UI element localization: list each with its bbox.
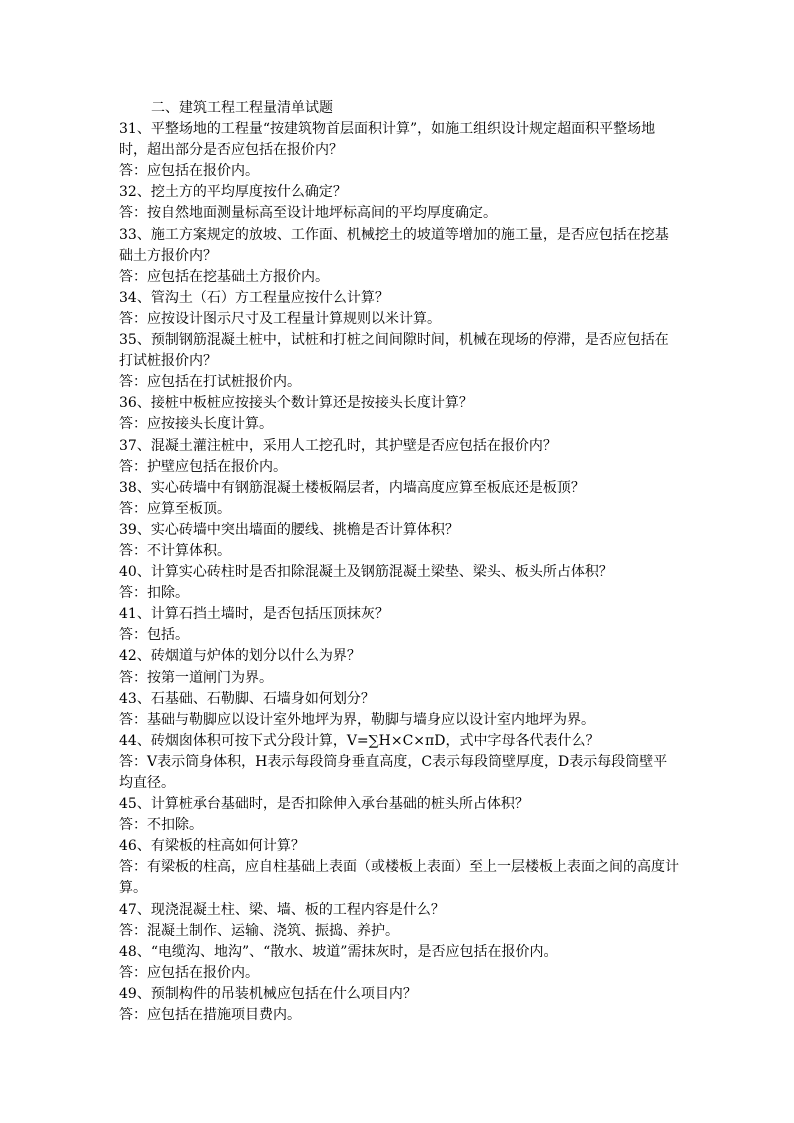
answer-text: 答：应包括在报价内。 — [119, 964, 259, 981]
document-title: 二、建筑工程工程量清单试题 — [151, 100, 333, 116]
answer-text: 答：应包括在报价内。 — [119, 163, 259, 180]
answer-text: 答：不计算体积。 — [119, 542, 231, 559]
question-text: 37、混凝土灌注桩中，采用人工挖孔时，其护壁是否应包括在报价内？ — [119, 437, 557, 454]
question-text: 42、砖烟道与炉体的划分以什么为界？ — [119, 648, 361, 665]
question-text: 39、实心砖墙中突出墙面的腰线、挑檐是否计算体积？ — [119, 521, 459, 538]
answer-text: 答：包括。 — [119, 627, 189, 644]
answer-text: 答：扣除。 — [119, 585, 189, 602]
question-text: 49、预制构件的吊装机械应包括在什么项目内？ — [119, 985, 417, 1002]
question-text: 40、计算实心砖柱时是否扣除混凝土及钢筋混凝土梁垫、梁头、板头所占体积？ — [119, 564, 613, 581]
question-text: 34、管沟土（石）方工程量应按什么计算？ — [119, 289, 389, 306]
question-text: 38、实心砖墙中有钢筋混凝土楼板隔层者，内墙高度应算至板底还是板顶？ — [119, 479, 585, 496]
answer-text: 答：应包括在挖基础土方报价内。 — [119, 268, 329, 285]
answer-text: 答：应按接头长度计算。 — [119, 416, 273, 433]
question-text: 36、接桩中板桩应按接头个数计算还是按接头长度计算？ — [119, 395, 473, 412]
qa-list — [119, 119, 679, 1026]
answer-text: 答：应包括在措施项目费内。 — [119, 1007, 301, 1024]
question-text: 45、计算桩承台基础时，是否扣除伸入承台基础的桩头所占体积？ — [119, 796, 529, 813]
answer-text: 答：应算至板顶。 — [119, 500, 231, 517]
question-text: 46、有梁板的柱高如何计算？ — [119, 838, 305, 855]
answer-text: 答：混凝土制作、运输、浇筑、振捣、养护。 — [119, 922, 399, 939]
answer-text: 答：按自然地面测量标高至设计地坪标高间的平均厚度确定。 — [119, 205, 497, 222]
question-text: 35、预制钢筋混凝土桩中，试桩和打桩之间间隙时间，机械在现场的停滞，是否应包括在打试桩报价内？ — [119, 332, 669, 370]
answer-text: 答：有梁板的柱高，应自柱基础上表面（或楼板上表面）至上一层楼板上表面之间的高度计算。 — [119, 859, 679, 897]
question-text: 44、砖烟囱体积可按下式分段计算，V=∑H×C×πD，式中字母各代表什么？ — [119, 732, 600, 749]
document-page — [119, 98, 679, 1026]
answer-text: 答：应包括在打试桩报价内。 — [119, 374, 301, 391]
answer-text: 答：基础与勒脚应以设计室外地坪为界，勒脚与墙身应以设计室内地坪为界。 — [119, 711, 595, 728]
answer-text: 答：V表示筒身体积，H表示每段筒身垂直高度，C表示每段筒壁厚度，D表示每段筒壁平均直径。 — [119, 753, 668, 791]
answer-text: 答：应按设计图示尺寸及工程量计算规则以米计算。 — [119, 310, 441, 327]
question-text: 31、平整场地的工程量“按建筑物首层面积计算”，如施工组织设计规定超面积平整场地时，超出部分是否应包括在报价内？ — [119, 121, 656, 159]
question-text: 47、现浇混凝土柱、梁、墙、板的工程内容是什么？ — [119, 901, 445, 918]
question-text: 41、计算石挡土墙时，是否包括压顶抹灰？ — [119, 606, 389, 623]
answer-text: 答：按第一道闸门为界。 — [119, 669, 273, 686]
question-text: 48、“电缆沟、地沟”、“散水、坡道”需抹灰时，是否应包括在报价内。 — [119, 943, 558, 960]
answer-text: 答：护壁应包括在报价内。 — [119, 458, 287, 475]
question-text: 43、石基础、石勒脚、石墙身如何划分？ — [119, 690, 375, 707]
answer-text: 答：不扣除。 — [119, 817, 203, 834]
question-text: 33、施工方案规定的放坡、工作面、机械挖土的坡道等增加的施工量，是否应包括在挖基础土方报价内？ — [119, 226, 669, 264]
question-text: 32、挖土方的平均厚度按什么确定？ — [119, 184, 347, 201]
